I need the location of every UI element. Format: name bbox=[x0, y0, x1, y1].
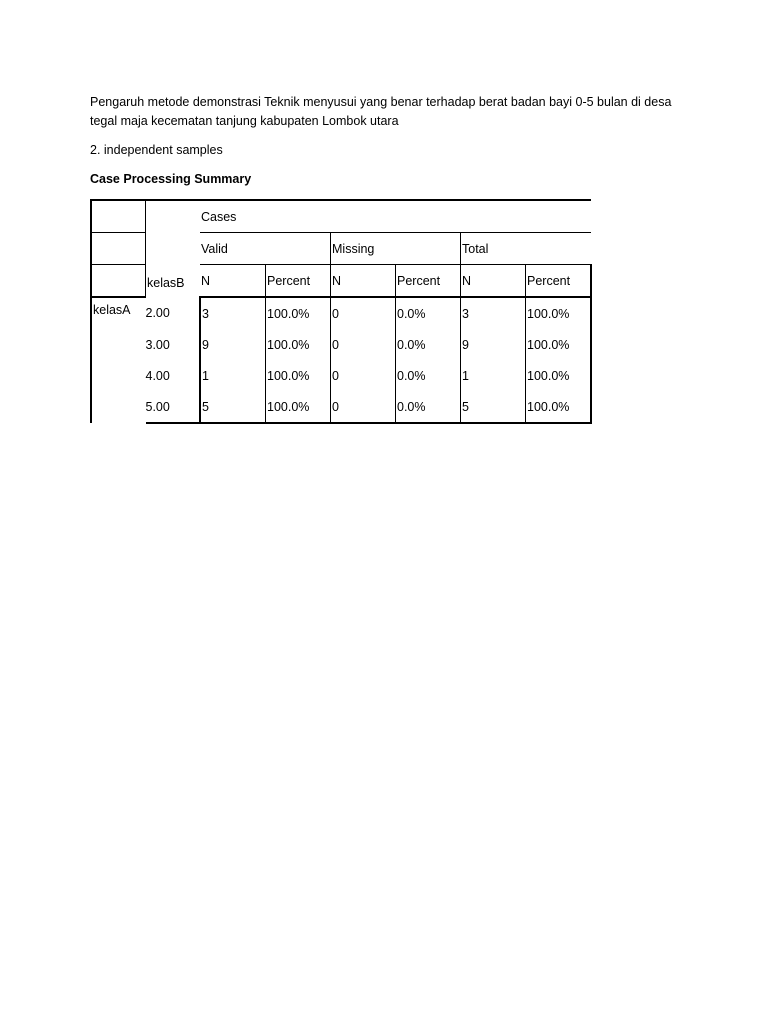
table-row bbox=[91, 391, 591, 423]
row-var-label: kelasA bbox=[91, 297, 146, 423]
table-cell: 0.0% bbox=[396, 360, 461, 391]
table-cell: 3 bbox=[461, 297, 526, 329]
table-cell: 0.0% bbox=[396, 329, 461, 360]
row-label: 2.00 bbox=[146, 297, 201, 329]
table-cell: 5 bbox=[461, 391, 526, 423]
row-label: 4.00 bbox=[146, 360, 201, 391]
table-cell: 100.0% bbox=[266, 329, 331, 360]
table-cell: 0 bbox=[331, 391, 396, 423]
sub-header-cell: Percent bbox=[526, 265, 592, 298]
table-cell: 5 bbox=[200, 391, 266, 423]
table-cell: 0.0% bbox=[396, 297, 461, 329]
table-cell: 100.0% bbox=[526, 391, 592, 423]
table-cell: 100.0% bbox=[266, 360, 331, 391]
table-cell: 100.0% bbox=[266, 391, 331, 423]
table-cell: 0 bbox=[331, 329, 396, 360]
group-header-total: Total bbox=[461, 233, 592, 265]
row-label: 5.00 bbox=[146, 391, 201, 423]
table-row bbox=[91, 360, 591, 391]
table-cell: 100.0% bbox=[526, 329, 592, 360]
paragraph-title: Pengaruh metode demonstrasi Teknik menyusui yang benar terhadap berat badan bayi 0-5 bulan di desa tegal maja kecematan tanjung kabupaten Lombok utara bbox=[90, 95, 672, 128]
cases-header: Cases bbox=[200, 200, 591, 233]
table-row bbox=[91, 329, 591, 360]
table-row bbox=[91, 297, 591, 329]
table-cell: 0.0% bbox=[396, 391, 461, 423]
table-cell: 100.0% bbox=[266, 297, 331, 329]
table-header-row bbox=[91, 200, 591, 233]
table-cell: 3 bbox=[200, 297, 266, 329]
header-corner-cell bbox=[91, 265, 146, 298]
sub-header-cell: N bbox=[331, 265, 396, 298]
table-cell: 0 bbox=[331, 360, 396, 391]
table-cell: 1 bbox=[461, 360, 526, 391]
sub-header-cell: Percent bbox=[266, 265, 331, 298]
table-cell: 9 bbox=[200, 329, 266, 360]
row-label: 3.00 bbox=[146, 329, 201, 360]
sub-header-cell: N bbox=[461, 265, 526, 298]
table-cell: 100.0% bbox=[526, 297, 592, 329]
group-header-valid: Valid bbox=[200, 233, 331, 265]
sub-header-cell: Percent bbox=[396, 265, 461, 298]
table-heading: Case Processing Summary bbox=[90, 172, 252, 186]
sub-header-cell: N bbox=[200, 265, 266, 298]
header-corner-cell bbox=[91, 200, 146, 233]
table-cell: 1 bbox=[200, 360, 266, 391]
group-header-missing: Missing bbox=[331, 233, 461, 265]
case-processing-summary-table bbox=[90, 199, 592, 424]
col-var-header: kelasB bbox=[146, 200, 201, 297]
header-corner-cell bbox=[91, 233, 146, 265]
table-cell: 9 bbox=[461, 329, 526, 360]
paragraph-section: 2. independent samples bbox=[90, 143, 223, 157]
table-cell: 0 bbox=[331, 297, 396, 329]
table-cell: 100.0% bbox=[526, 360, 592, 391]
